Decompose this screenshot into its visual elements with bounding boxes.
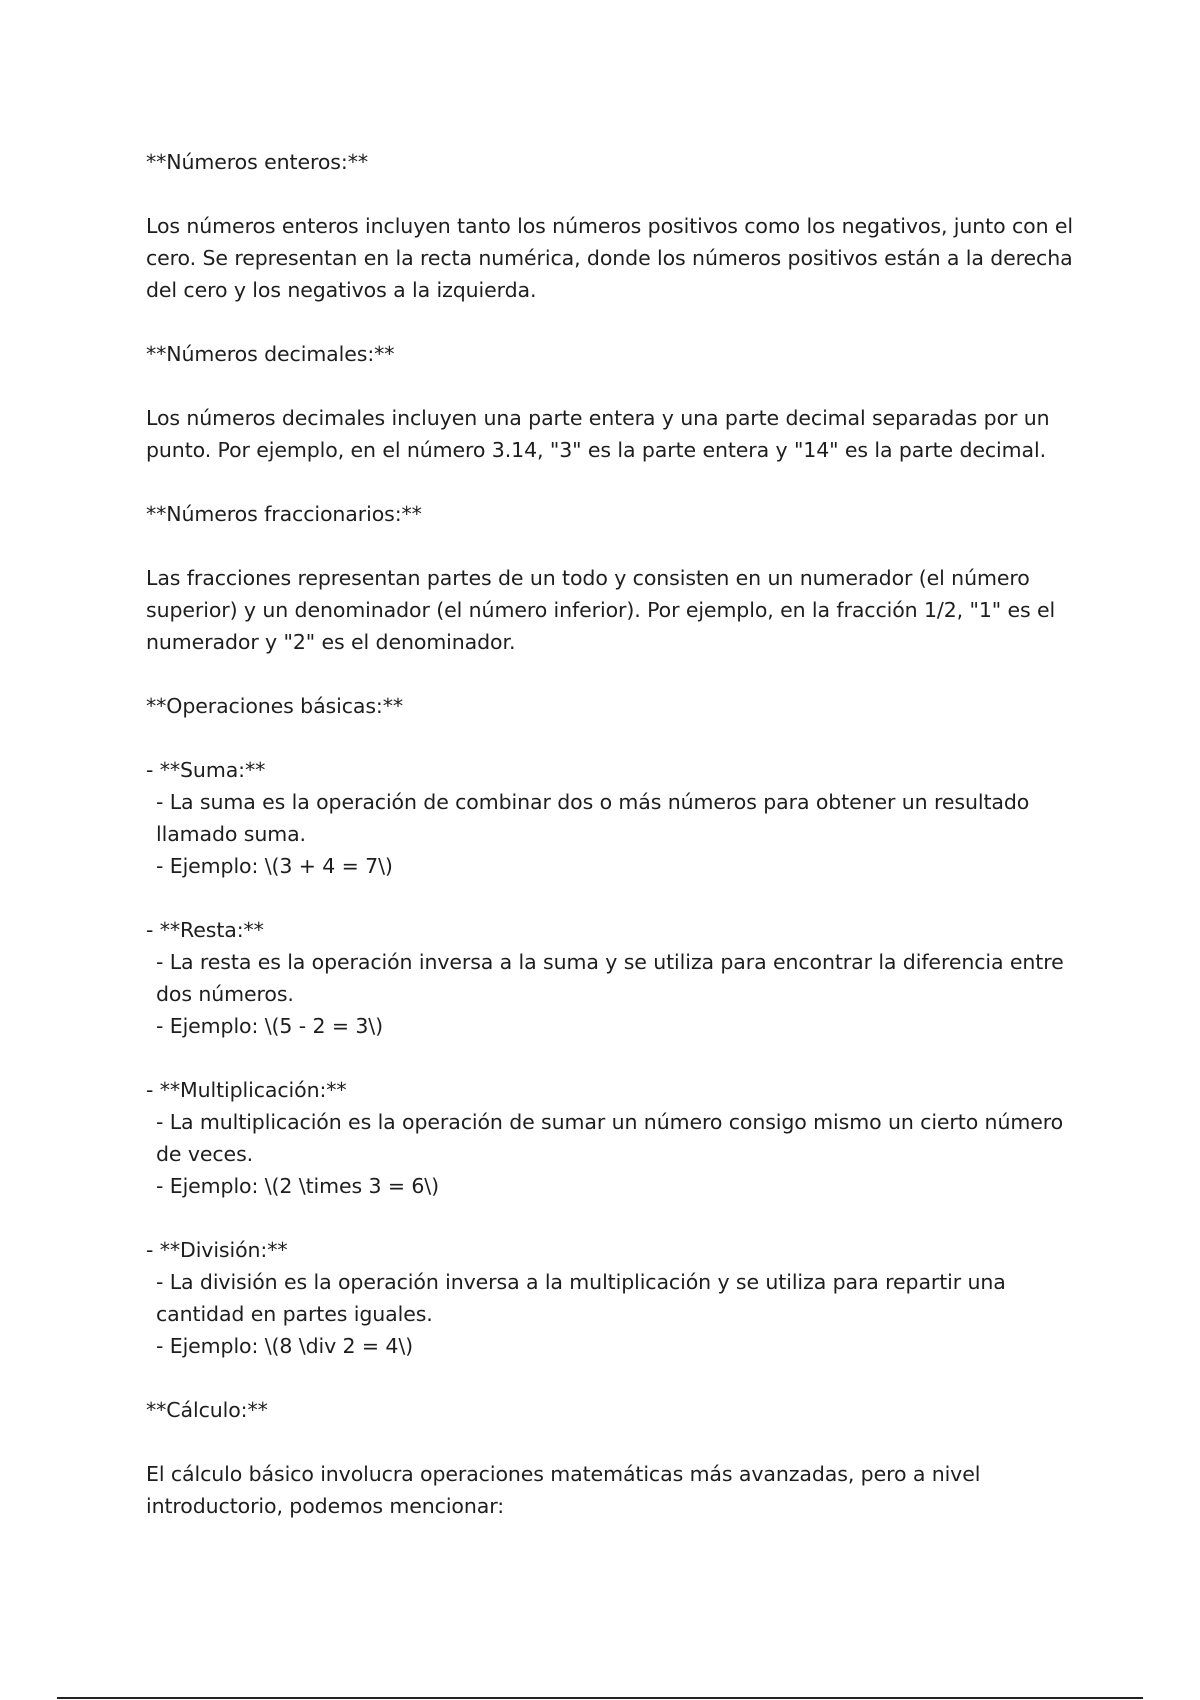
- section-paragraph-decimales: Los números decimales incluyen una parte entera y una parte decimal separadas por un punto. Por ejemplo, en el número 3.14, "3" es la parte entera y "14" es la parte decimal.: [146, 406, 1056, 462]
- section-paragraph-enteros: Los números enteros incluyen tanto los números positivos como los negativos, junto con el cero. Se representan en la recta numérica, donde los números positivos están a la derecha del cero y los negativos a la izquierda.: [146, 214, 1080, 302]
- operation-title: - **Resta:**: [146, 918, 264, 942]
- operation-description: - La resta es la operación inversa a la suma y se utiliza para encontrar la diferencia entre dos números.: [156, 950, 1064, 1006]
- operation-title: - **Suma:**: [146, 758, 266, 782]
- operation-example: - Ejemplo: \(8 \div 2 = 4\): [156, 1334, 414, 1358]
- calculus-heading: **Cálculo:**: [146, 1398, 268, 1422]
- operation-title: - **División:**: [146, 1238, 288, 1262]
- section-heading-decimales: **Números decimales:**: [146, 342, 395, 366]
- footer-divider: [57, 1697, 1143, 1699]
- operation-example: - Ejemplo: \(3 + 4 = 7\): [156, 854, 393, 878]
- operations-heading: **Operaciones básicas:**: [146, 694, 404, 718]
- operation-example: - Ejemplo: \(5 - 2 = 3\): [156, 1014, 383, 1038]
- operation-multiplicacion: [146, 1074, 1076, 1202]
- operation-title: - **Multiplicación:**: [146, 1078, 347, 1102]
- document-page: [146, 146, 1080, 1554]
- operation-description: - La multiplicación es la operación de sumar un número consigo mismo un cierto número de veces.: [156, 1110, 1064, 1166]
- operation-division: [146, 1234, 1076, 1362]
- operation-description: - La suma es la operación de combinar dos o más números para obtener un resultado llamado suma.: [156, 790, 1030, 846]
- operation-suma: [146, 754, 1076, 882]
- operation-description: - La división es la operación inversa a la multiplicación y se utiliza para repartir una cantidad en partes iguales.: [156, 1270, 1006, 1326]
- section-paragraph-fraccionarios: Las fracciones representan partes de un todo y consisten en un numerador (el número superior) y un denominador (el número inferior). Por ejemplo, en la fracción 1/2, "1" es el numerador y "2" es el denominador.: [146, 566, 1062, 654]
- calculus-paragraph: El cálculo básico involucra operaciones matemáticas más avanzadas, pero a nivel introductorio, podemos mencionar:: [146, 1462, 987, 1518]
- section-heading-fraccionarios: **Números fraccionarios:**: [146, 502, 422, 526]
- section-heading-enteros: **Números enteros:**: [146, 150, 368, 174]
- operation-resta: [146, 914, 1076, 1042]
- operation-example: - Ejemplo: \(2 \times 3 = 6\): [156, 1174, 439, 1198]
